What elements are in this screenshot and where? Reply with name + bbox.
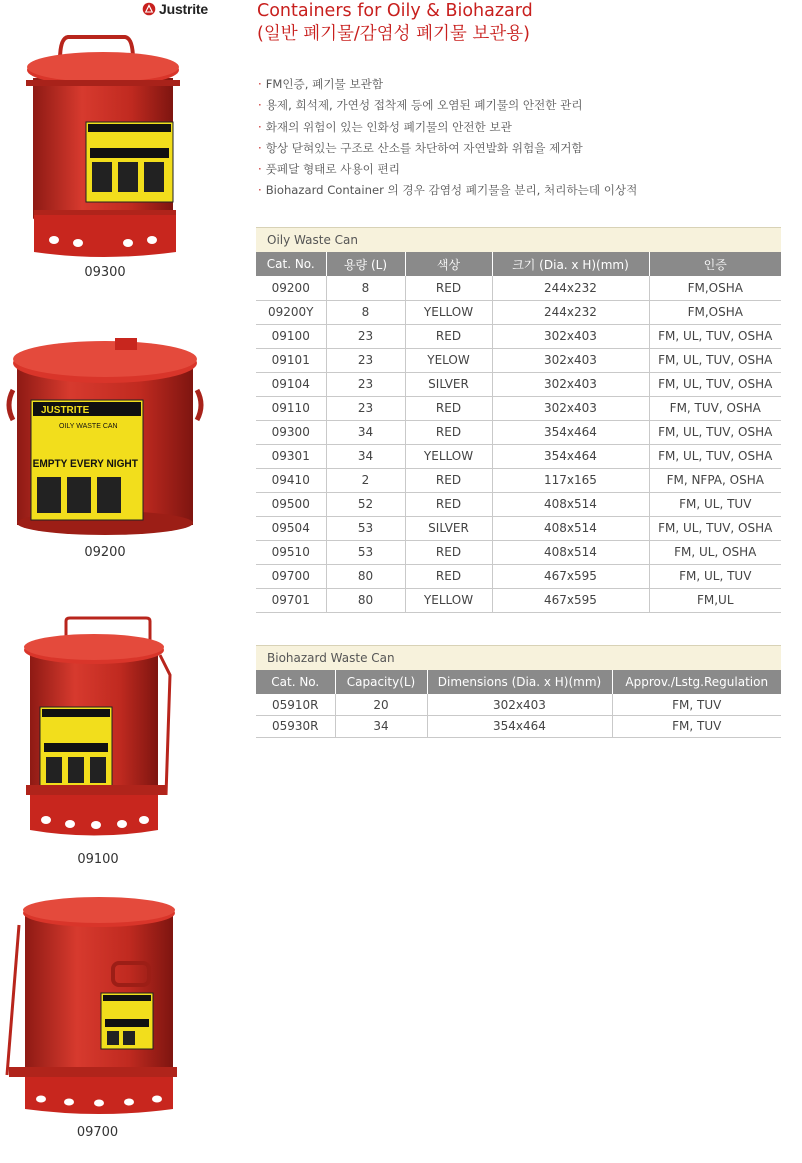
- table-cell: 354x464: [492, 444, 649, 468]
- column-header: Approv./Lstg.Regulation: [612, 670, 781, 694]
- table-cell: 23: [326, 396, 405, 420]
- table-header-row: [256, 670, 781, 694]
- table-cell: 09510: [256, 540, 326, 564]
- justrite-logo-text: Justrite: [159, 1, 208, 17]
- feature-item: [258, 180, 637, 201]
- table-row: [256, 348, 781, 372]
- feature-text: FM인증, 폐기물 보관함: [265, 77, 384, 91]
- product-09200: [5, 335, 205, 565]
- table-cell: 09110: [256, 396, 326, 420]
- table-cell: YELLOW: [405, 300, 492, 324]
- table-cell: 8: [326, 300, 405, 324]
- table-row: [256, 396, 781, 420]
- column-header: Cat. No.: [256, 252, 326, 276]
- table-cell: RED: [405, 468, 492, 492]
- table-cell: 34: [326, 420, 405, 444]
- table-cell: 09300: [256, 420, 326, 444]
- table-header-row: [256, 252, 781, 276]
- bullet-marker: ·: [258, 98, 262, 113]
- table-cell: FM,UL: [649, 588, 781, 612]
- table-cell: 09301: [256, 444, 326, 468]
- table-cell: 52: [326, 492, 405, 516]
- table-cell: FM,OSHA: [649, 300, 781, 324]
- waste-can-09100-image: [18, 615, 178, 845]
- waste-can-09300-image: [20, 30, 190, 260]
- table-cell: 302x403: [492, 324, 649, 348]
- table-cell: FM, UL, TUV, OSHA: [649, 516, 781, 540]
- can-label-brand: JUSTRITE: [41, 405, 90, 416]
- table-cell: 34: [335, 716, 427, 738]
- table-row: [256, 516, 781, 540]
- table-cell: 53: [326, 540, 405, 564]
- table-cell: 8: [326, 276, 405, 300]
- product-09100: [18, 615, 178, 875]
- product-code: 09100: [77, 852, 119, 867]
- table-cell: YELLOW: [405, 588, 492, 612]
- table-cell: 09200Y: [256, 300, 326, 324]
- can-label-warning: EMPTY EVERY NIGHT: [32, 457, 138, 471]
- feature-item: [258, 74, 637, 95]
- table-cell: FM, UL, TUV: [649, 564, 781, 588]
- column-header: 색상: [405, 252, 492, 276]
- table-cell: RED: [405, 492, 492, 516]
- table-row: [256, 372, 781, 396]
- column-header: 크기 (Dia. x H)(mm): [492, 252, 649, 276]
- table-cell: 09104: [256, 372, 326, 396]
- table-cell: FM, UL, TUV, OSHA: [649, 444, 781, 468]
- table-cell: 408x514: [492, 492, 649, 516]
- table-row: [256, 468, 781, 492]
- feature-text: 화재의 위험이 있는 인화성 폐기물의 안전한 보관: [265, 119, 512, 134]
- table-cell: FM, UL, TUV, OSHA: [649, 420, 781, 444]
- table-cell: 23: [326, 372, 405, 396]
- table-cell: 20: [335, 694, 427, 716]
- table-cell: 408x514: [492, 516, 649, 540]
- table-cell: 34: [326, 444, 405, 468]
- table-cell: 05910R: [256, 694, 335, 716]
- table-row: [256, 324, 781, 348]
- page-title: [257, 0, 533, 46]
- table-cell: FM, UL, TUV: [649, 492, 781, 516]
- feature-item: [258, 138, 637, 159]
- table-cell: SILVER: [405, 372, 492, 396]
- table-cell: 09101: [256, 348, 326, 372]
- table-cell: 05930R: [256, 716, 335, 738]
- table-cell: 09100: [256, 324, 326, 348]
- column-header: Cat. No.: [256, 670, 335, 694]
- product-code: 09700: [76, 1125, 119, 1140]
- product-code: 09200: [84, 545, 126, 560]
- justrite-logo: [142, 1, 208, 17]
- table-cell: RED: [405, 420, 492, 444]
- feature-text: 풋페달 형태로 사용이 편리: [265, 162, 400, 177]
- table-cell: RED: [405, 324, 492, 348]
- table-cell: FM, UL, OSHA: [649, 540, 781, 564]
- table-cell: 117x165: [492, 468, 649, 492]
- table-cell: FM, TUV: [612, 716, 781, 738]
- table-row: [256, 716, 781, 738]
- table-cell: 302x403: [492, 396, 649, 420]
- table-cell: 302x403: [492, 372, 649, 396]
- table-cell: YELLOW: [405, 444, 492, 468]
- table-cell: FM,OSHA: [649, 276, 781, 300]
- table-row: [256, 300, 781, 324]
- table-cell: 80: [326, 588, 405, 612]
- feature-item: [258, 117, 637, 138]
- table-cell: SILVER: [405, 516, 492, 540]
- product-09700: [5, 895, 190, 1150]
- table-cell: 80: [326, 564, 405, 588]
- table-cell: 2: [326, 468, 405, 492]
- table-cell: 354x464: [427, 716, 612, 738]
- column-header: 용량 (L): [326, 252, 405, 276]
- bio-table-caption: Biohazard Waste Can: [256, 645, 781, 670]
- table-cell: 09200: [256, 276, 326, 300]
- table-cell: 244x232: [492, 300, 649, 324]
- table-cell: RED: [405, 540, 492, 564]
- table-cell: 302x403: [427, 694, 612, 716]
- table-cell: 302x403: [492, 348, 649, 372]
- bullet-marker: ·: [258, 162, 262, 177]
- biohazard-waste-can-table: [256, 670, 781, 738]
- table-row: [256, 540, 781, 564]
- table-cell: 467x595: [492, 564, 649, 588]
- feature-text: Biohazard Container 의 경우 감염성 폐기물을 분리, 처리하는데 이상적: [265, 183, 638, 198]
- waste-can-09700-image: [5, 895, 190, 1120]
- table-row: [256, 492, 781, 516]
- table-cell: 244x232: [492, 276, 649, 300]
- table-cell: FM, NFPA, OSHA: [649, 468, 781, 492]
- can-label-title: OILY WASTE CAN: [59, 423, 118, 430]
- product-code: 09300: [84, 265, 126, 280]
- table-cell: 467x595: [492, 588, 649, 612]
- column-header: Dimensions (Dia. x H)(mm): [427, 670, 612, 694]
- table-cell: 354x464: [492, 420, 649, 444]
- bullet-marker: ·: [258, 140, 262, 155]
- page-title-line2: (일반 폐기물/감염성 폐기물 보관용): [257, 24, 530, 44]
- table-cell: FM, TUV, OSHA: [649, 396, 781, 420]
- feature-text: 용제, 희석제, 가연성 접착제 등에 오염된 폐기물의 안전한 관리: [265, 98, 583, 113]
- table-cell: 09500: [256, 492, 326, 516]
- table-cell: 09410: [256, 468, 326, 492]
- oily-waste-can-table: [256, 252, 781, 613]
- table-cell: FM, UL, TUV, OSHA: [649, 372, 781, 396]
- table-row: [256, 564, 781, 588]
- feature-list: [258, 74, 637, 202]
- table-cell: 09700: [256, 564, 326, 588]
- feature-text: 항상 닫혀있는 구조로 산소를 차단하여 자연발화 위험을 제거함: [265, 140, 583, 155]
- column-header: Capacity(L): [335, 670, 427, 694]
- bullet-marker: ·: [258, 183, 262, 198]
- table-row: [256, 420, 781, 444]
- table-cell: RED: [405, 276, 492, 300]
- table-row: [256, 694, 781, 716]
- table-cell: 09504: [256, 516, 326, 540]
- table-cell: 408x514: [492, 540, 649, 564]
- bullet-marker: ·: [258, 119, 262, 134]
- justrite-logo-mark-icon: [142, 2, 156, 16]
- table-cell: FM, UL, TUV, OSHA: [649, 324, 781, 348]
- table-cell: RED: [405, 564, 492, 588]
- table-row: [256, 588, 781, 612]
- table-cell: YELOW: [405, 348, 492, 372]
- column-header: 인증: [649, 252, 781, 276]
- oily-table-caption: Oily Waste Can: [256, 227, 781, 252]
- feature-item: [258, 95, 637, 116]
- table-cell: 53: [326, 516, 405, 540]
- table-cell: 09701: [256, 588, 326, 612]
- bullet-marker: ·: [258, 77, 262, 91]
- feature-item: [258, 159, 637, 180]
- table-row: [256, 276, 781, 300]
- table-cell: FM, UL, TUV, OSHA: [649, 348, 781, 372]
- table-cell: FM, TUV: [612, 694, 781, 716]
- page-title-line1: Containers for Oily & Biohazard: [257, 1, 533, 21]
- table-cell: 23: [326, 348, 405, 372]
- table-cell: RED: [405, 396, 492, 420]
- product-09300: [20, 30, 190, 290]
- table-row: [256, 444, 781, 468]
- table-cell: 23: [326, 324, 405, 348]
- waste-can-09200-image: [5, 335, 205, 535]
